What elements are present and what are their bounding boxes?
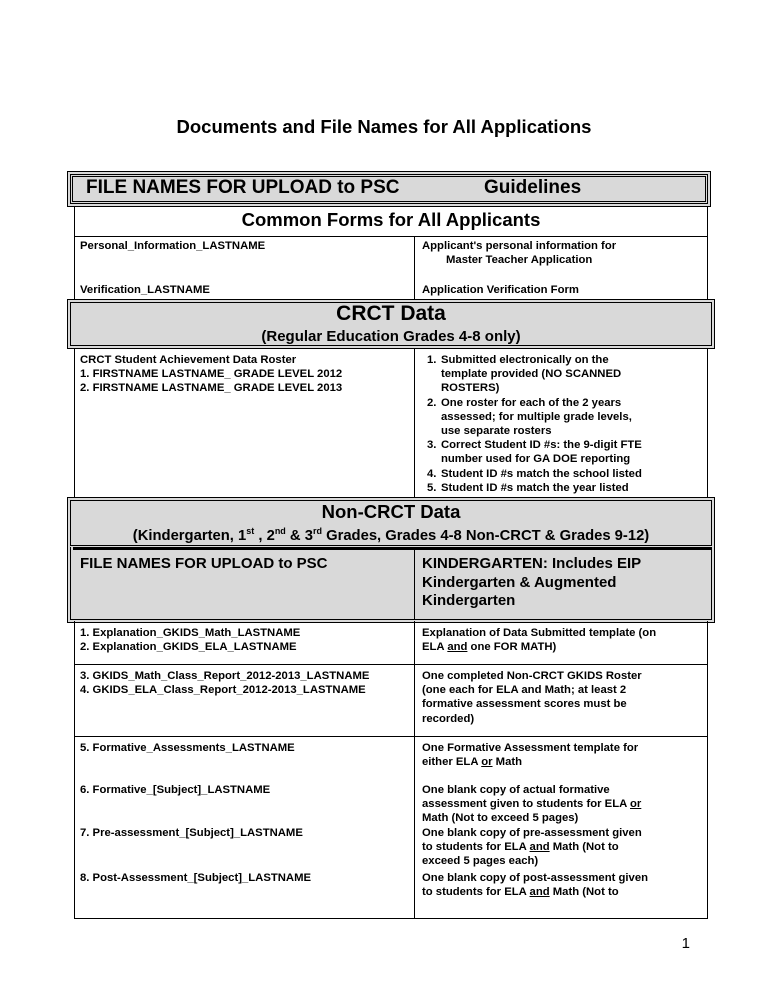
crct-file-2: 2. FIRSTNAME LASTNAME_ GRADE LEVEL 2013 xyxy=(80,382,343,395)
common-heading: Common Forms for All Applicants xyxy=(241,209,541,230)
noncrct-r2-guide: One completed Non-CRCT GKIDS Roster (one each for ELA and Math; at least 2 formative assessment scores must be recorded) xyxy=(422,670,642,725)
crct-guide-5: 5. Student ID #s match the year listed xyxy=(427,481,629,494)
crct-files xyxy=(80,353,410,396)
noncrct-r4-file: 6. Formative_[Subject]_LASTNAME xyxy=(80,784,271,796)
noncrct-subheading: (Kindergarten, 1st , 2nd & 3rd Grades, Grades 4-8 Non-CRCT & Grades 9-12) xyxy=(132,526,650,544)
noncrct-heading: Non-CRCT Data xyxy=(321,501,461,522)
common-row2-file: Verification_LASTNAME xyxy=(80,284,210,296)
noncrct-r5-file: 7. Pre-assessment_[Subject]_LASTNAME xyxy=(80,827,303,839)
crct-subheading: (Regular Education Grades 4-8 only) xyxy=(261,328,521,345)
header-col1: FILE NAMES FOR UPLOAD to PSC xyxy=(86,177,400,198)
crct-heading: CRCT Data xyxy=(336,302,446,325)
noncrct-r1-guide: Explanation of Data Submitted template (on ELA and one FOR MATH) xyxy=(422,627,657,654)
common-row2-guide: Application Verification Form xyxy=(422,284,579,296)
noncrct-r1-files: 1. Explanation_GKIDS_Math_LASTNAME 2. Explanation_GKIDS_ELA_LASTNAME xyxy=(80,627,301,654)
noncrct-r4-guide: One blank copy of actual formative assessment given to students for ELA or Math (Not to exceed 5 pages) xyxy=(422,784,642,825)
common-row1-file: Personal_Information_LASTNAME xyxy=(80,240,266,252)
page-number: 1 xyxy=(681,935,690,952)
noncrct-r5-guide: One blank copy of pre-assessment given to students for ELA and Math (Not to exceed 5 pages each) xyxy=(422,827,642,868)
noncrct-col2: KINDERGARTEN: Includes EIP Kindergarten & Augmented Kindergarten xyxy=(422,555,642,609)
crct-guidelines xyxy=(427,353,707,495)
noncrct-r3-guide: One Formative Assessment template for either ELA or Math xyxy=(422,742,639,769)
noncrct-r3-file: 5. Formative_Assessments_LASTNAME xyxy=(80,742,295,754)
crct-guide-3: 3. Correct Student ID #s: the 9-digit FTE number used for GA DOE reporting xyxy=(427,439,642,466)
common-row1-guide: Applicant's personal information for Master Teacher Application xyxy=(422,240,617,267)
noncrct-col1: FILE NAMES FOR UPLOAD to PSC xyxy=(80,555,328,572)
noncrct-r2-files: 3. GKIDS_Math_Class_Report_2012-2013_LASTNAME 4. GKIDS_ELA_Class_Report_2012-2013_LASTNAME xyxy=(80,670,370,697)
noncrct-r6-guide: One blank copy of post-assessment given to students for ELA and Math (Not to xyxy=(422,872,648,899)
crct-guide-4: 4. Student ID #s match the school listed xyxy=(427,467,642,480)
header-col2: Guidelines xyxy=(484,177,582,198)
crct-guide-2: 2. One roster for each of the 2 years assessed; for multiple grade levels, use separate rosters xyxy=(427,396,632,438)
noncrct-r6-file: 8. Post-Assessment_[Subject]_LASTNAME xyxy=(80,872,312,884)
crct-guide-1: 1. Submitted electronically on the template provided (NO SCANNED ROSTERS) xyxy=(427,354,622,395)
crct-roster-title: CRCT Student Achievement Data Roster xyxy=(80,354,297,366)
page-title: Documents and File Names for All Applications xyxy=(176,116,592,137)
crct-file-1: 1. FIRSTNAME LASTNAME_ GRADE LEVEL 2012 xyxy=(80,368,343,381)
